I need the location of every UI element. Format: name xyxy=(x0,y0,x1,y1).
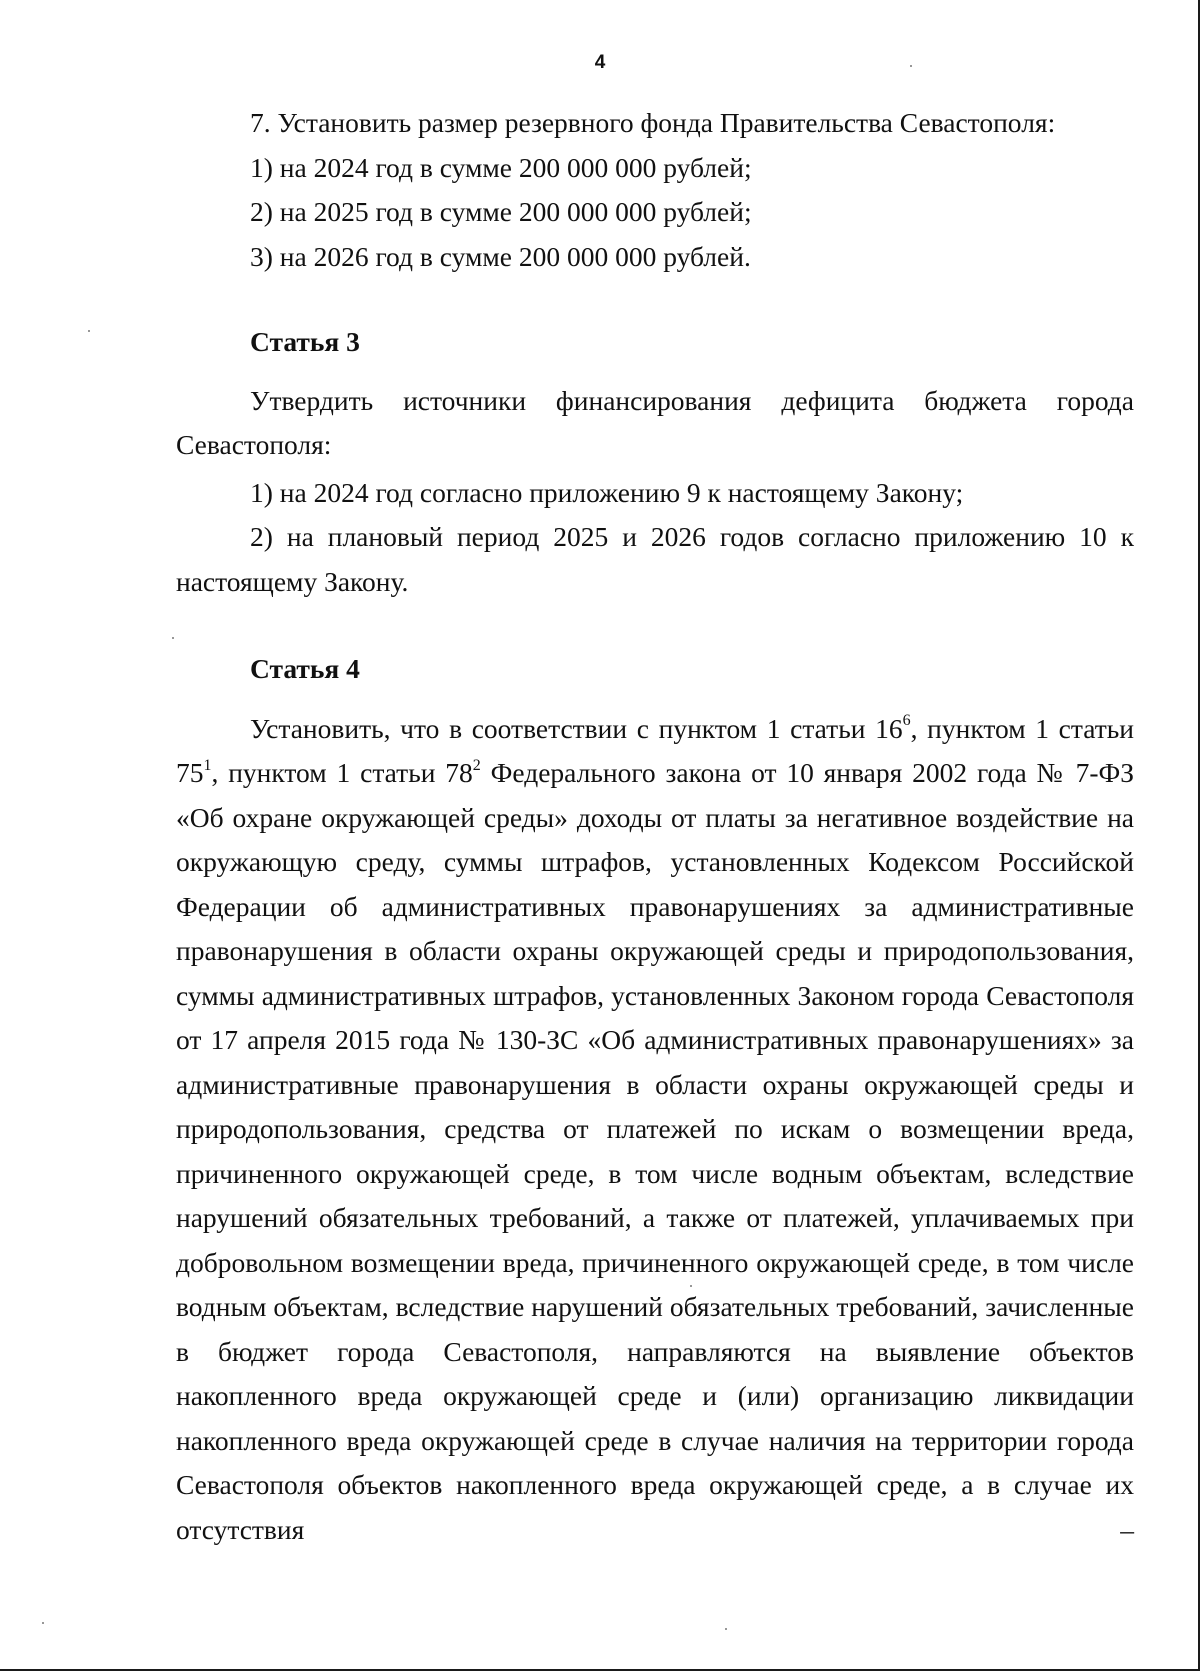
superscript-mark: 6 xyxy=(902,712,911,730)
article-3-item: 1) на 2024 год согласно приложению 9 к настоящему Закону; xyxy=(250,476,964,508)
scan-speck xyxy=(88,330,90,332)
scan-speck xyxy=(725,1628,727,1630)
article-4-text xyxy=(176,707,1134,1553)
scan-speck xyxy=(172,637,174,639)
superscript-mark: 1 xyxy=(203,756,212,774)
article-4-text-part: , пунктом 1 статьи 75 xyxy=(176,712,1134,788)
article-3-intro: Утвердить источники финансирования дефицита бюджета города Севастополя: xyxy=(176,384,1134,460)
reserve-fund-item: 1) на 2024 год в сумме 200 000 000 рублей; xyxy=(250,151,752,183)
article-3-heading: Статья 3 xyxy=(250,326,360,357)
article-4-text-part: Федерального закона от 10 января 2002 года № 7-ФЗ «Об охране окружающей среды» доходы от платы за негативное воздействие на окружающую среду, суммы штрафов, установленных Кодексом Российской Федерации об административных правонарушениях за административные правонарушения в области охраны окружающей среды и природопользования, суммы административных штрафов, установленных Законом города Севастополя от 17 апреля 2015 года № 130-ЗС «Об административных правонарушениях» за административные правонарушения в области охраны окружающей среды и природопользования, средства от платежей по искам о возмещении вреда, причиненного окружающей среде, в том числе водным объектам, вследствие нарушений обязательных требований, а также от платежей, уплачиваемых при добровольном возмещении вреда, причиненного окружающей среде, в том числе водным объектам, вследствие нарушений обязательных требований, зачисленные в бюджет города Севастополя, направляются на выявление объектов накопленного вреда окружающей среде и (или) организацию ликвидации накопленного вреда окружающей среде в случае наличия на территории города Севастополя объектов накопленного вреда окружающей среде, а в случае их отсутствия – xyxy=(176,757,1134,1545)
article-4-heading: Статья 4 xyxy=(250,653,360,684)
reserve-fund-intro: 7. Установить размер резервного фонда Правительства Севастополя: xyxy=(250,107,1056,138)
scan-speck xyxy=(690,1285,692,1287)
scan-speck xyxy=(42,1622,44,1624)
superscript-mark: 2 xyxy=(472,756,481,774)
reserve-fund-item: 3) на 2026 год в сумме 200 000 000 рублей. xyxy=(250,240,751,272)
page-number: 4 xyxy=(594,52,606,73)
article-3-item: 2) на плановый период 2025 и 2026 годов согласно приложению 10 к настоящему Закону. xyxy=(176,521,1134,597)
reserve-fund-item: 2) на 2025 год в сумме 200 000 000 рублей; xyxy=(250,196,752,227)
article-4-text-part: Установить, что в соответствии с пунктом 1 статьи 16 xyxy=(250,712,903,744)
page-body xyxy=(176,101,1134,1552)
article-4-text-part: , пунктом 1 статьи 78 xyxy=(211,757,473,788)
scan-speck xyxy=(910,65,912,67)
